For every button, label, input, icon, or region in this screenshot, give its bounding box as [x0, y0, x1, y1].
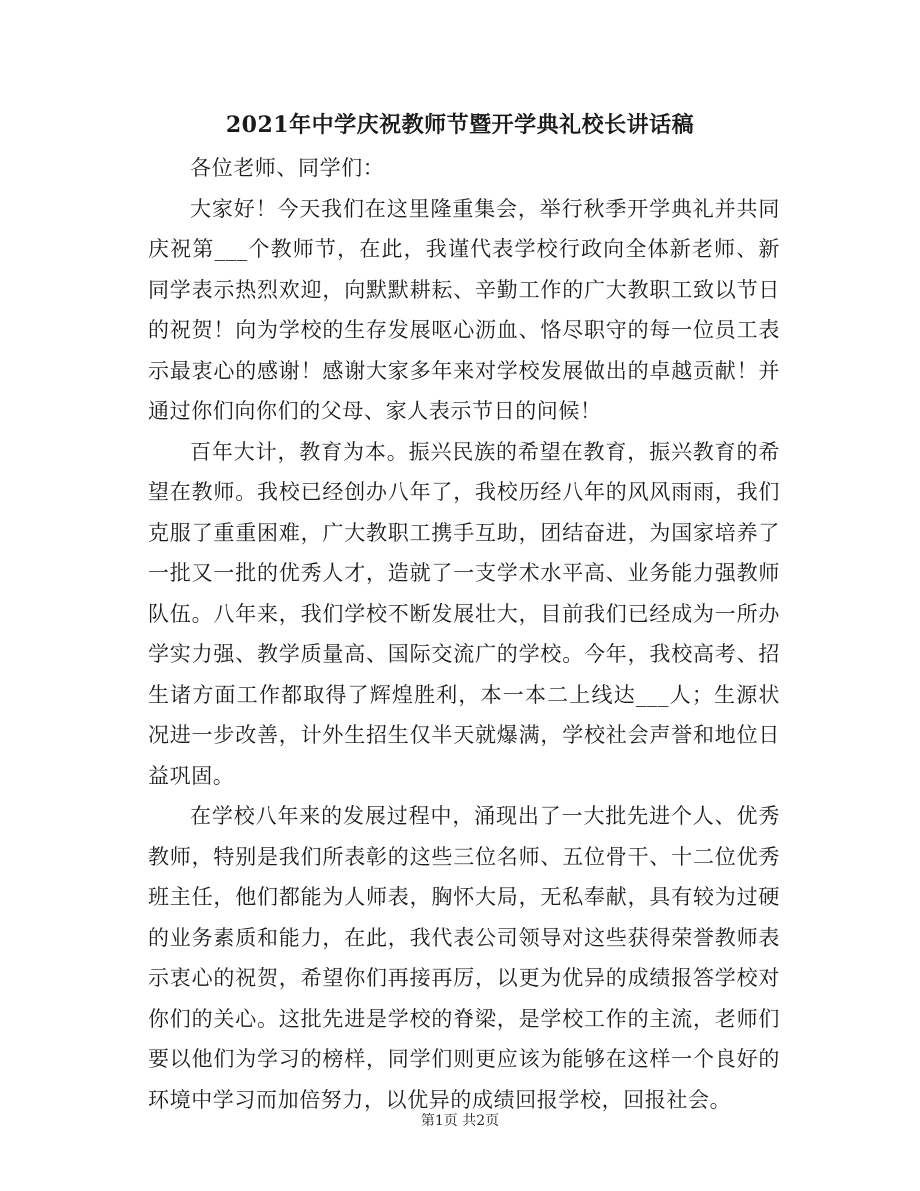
page-number-footer: 第1页 共2页 [420, 1113, 500, 1129]
paragraph-education: 百年大计，教育为本。振兴民族的希望在教育，振兴教育的希望在教师。我校已经创办八年了，我校历经八年的风风雨雨，我们克服了重重困难，广大教职工携手互助，团结奋进，为国家培养了一批又一批的优秀人才，造就了一支学术水平高、业务能力强教师队伍。八年来，我们学校不断发展壮大，目前我们已经成为一所办学实力强、教学质量高、国际交流广的学校。今年，我校高考、招生诸方面工作都取得了辉煌胜利，本一本二上线达___人；生源状况进一步改善，计外生招生仅半天就爆满，学校社会声誉和地位日益巩固。 [148, 439, 780, 788]
document-title: 2021年中学庆祝教师节暨开学典礼校长讲话稿 [225, 112, 695, 138]
document-body [148, 148, 780, 1120]
paragraph-honors: 在学校八年来的发展过程中，涌现出了一大批先进个人、优秀教师，特别是我们所表彰的这些三位名师、五位骨干、十二位优秀班主任，他们都能为人师表，胸怀大局，无私奉献，具有较为过硬的业务素质和能力，在此，我代表公司领导对这些获得荣誉教师表示衷心的祝贺，希望你们再接再厉，以更为优异的成绩报答学校对你们的关心。这批先进是学校的脊梁，是学校工作的主流，老师们要以他们为学习的榜样，同学们则更应该为能够在这样一个良好的环境中学习而加倍努力，以优异的成绩回报学校，回报社会。 [148, 804, 780, 1112]
greeting-line: 各位老师、同学们： [190, 156, 385, 180]
paragraph-welcome: 大家好！今天我们在这里隆重集会，举行秋季开学典礼并共同庆祝第___个教师节，在此，我谨代表学校行政向全体新老师、新同学表示热烈欢迎，向默默耕耘、辛勤工作的广大教职工致以节日的祝贺！向为学校的生存发展呕心沥血、恪尽职守的每一位员工表示最衷心的感谢！感谢大家多年来对学校发展做出的卓越贡献！并通过你们向你们的父母、家人表示节日的问候！ [148, 196, 780, 423]
